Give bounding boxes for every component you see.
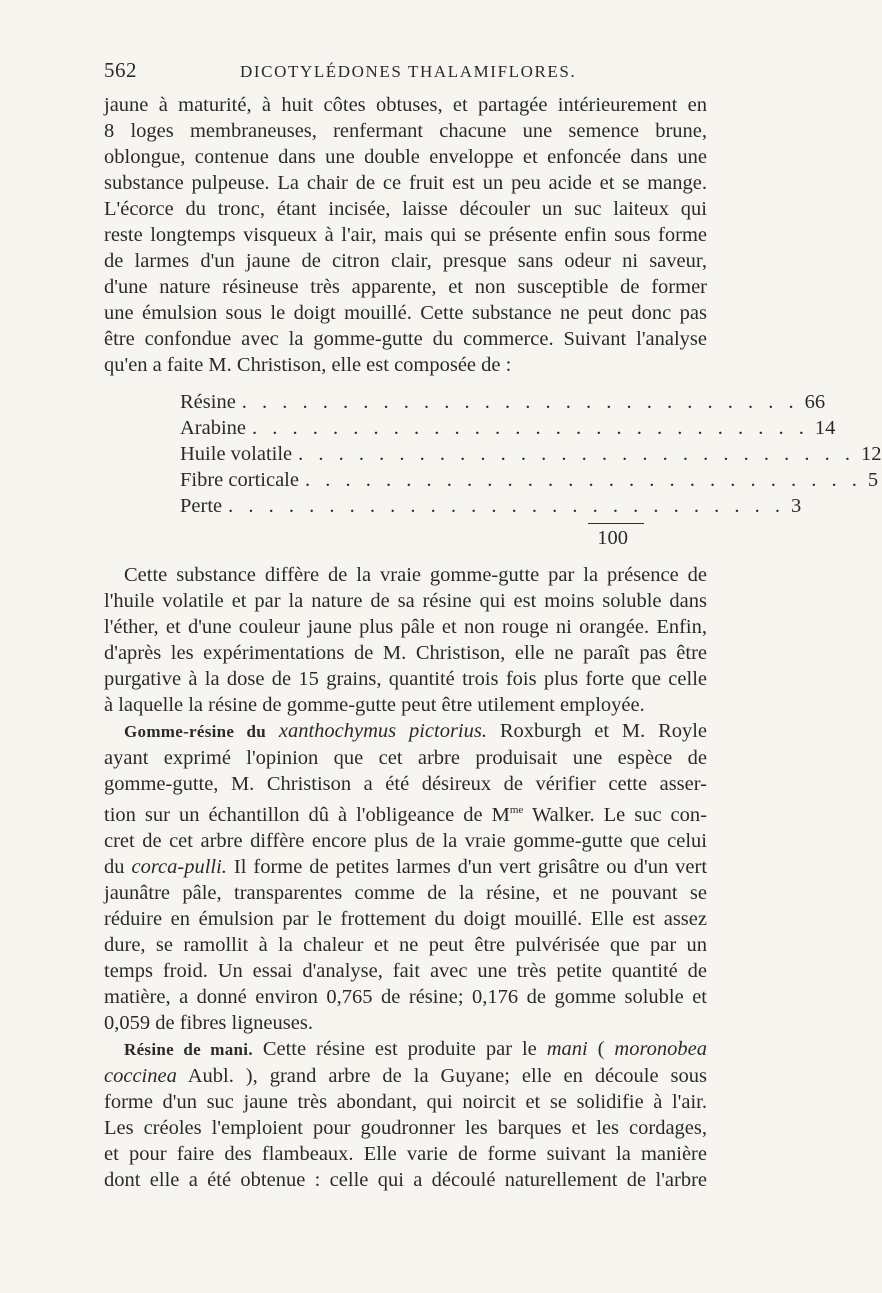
dot-leader: . . . . . . . . . . . . . . . . . . . . . . . . . . . . — [304, 468, 862, 491]
component-value: 66 — [804, 390, 826, 413]
species-name: coccinea — [104, 1065, 177, 1088]
species-name: moronobea — [614, 1038, 708, 1061]
paragraph — [104, 562, 707, 718]
analysis-total: 100 — [597, 527, 628, 550]
dot-leader: . . . . . . . . . . . . . . . . . . . . . . . . . . . . — [228, 494, 785, 517]
text-line: purgative à la dose de 15 grains, quantité trois fois plus forte que celle — [104, 667, 707, 690]
page-number: 562 — [104, 58, 137, 82]
text-line: ayant exprimé l'opinion que cet arbre produisait une espèce de — [104, 746, 707, 769]
text-line: dure, se ramollit à la chaleur et ne peut être pulvérisée que par un — [104, 934, 707, 956]
component-value: 3 — [791, 494, 802, 517]
plant-name: corca-pulli. — [131, 855, 227, 878]
text-line: Les créoles l'emploient pour goudronner les barques et les cordages, — [104, 1117, 707, 1140]
text-fragment: Walker. Le suc con- — [523, 803, 707, 826]
text-line: substance pulpeuse. La chair de ce fruit est un peu acide et se mange. — [104, 172, 707, 195]
text-line: 0,059 de fibres ligneuses. — [104, 1012, 313, 1035]
dot-leader: . . . . . . . . . . . . . . . . . . . . . . . . . . . . — [298, 442, 856, 465]
component-value: 12 — [861, 442, 882, 465]
text-fragment: Il forme de petites larmes d'un vert grisâtre ou d'un vert — [233, 855, 708, 878]
text-line: de larmes d'un jaune de citron clair, presque sans odeur ni saveur, — [104, 250, 707, 273]
paragraph — [104, 92, 707, 379]
text-line — [104, 854, 707, 880]
text-line: être confondue avec la gomme-gutte du commerce. Suivant l'analyse — [104, 328, 707, 351]
analysis-row — [180, 467, 879, 493]
component-name: Perte — [180, 494, 223, 517]
analysis-row — [180, 493, 802, 519]
text-fragment: Roxburgh et M. Royle — [499, 719, 708, 742]
text-line: L'écorce du tronc, étant incisée, laisse découler un suc laiteux qui — [104, 198, 707, 221]
component-name: Fibre corticale — [180, 468, 299, 491]
text-line: gomme-gutte, M. Christison a été désireux de vérifier cette asser- — [104, 772, 707, 795]
text-line — [104, 797, 707, 828]
text-line — [104, 718, 707, 745]
text-line: Cette substance diffère de la vraie gomme-gutte par la présence de — [124, 563, 707, 586]
text-line: forme d'un suc jaune très abondant, qui noircit et se solidifie à l'air. — [104, 1091, 707, 1114]
running-title: DICOTYLÉDONES THALAMIFLORES. — [240, 62, 577, 81]
text-line: l'huile volatile et par la nature de sa résine qui est moins soluble dans — [104, 589, 707, 612]
paragraph — [104, 1036, 707, 1193]
text-line: dont elle a été obtenue : celle qui a découlé naturellement de l'arbre — [104, 1169, 707, 1192]
text-line: jaune à maturité, à huit côtes obtuses, et partagée intérieurement en — [104, 94, 707, 116]
text-line: une émulsion sous le doigt mouillé. Cette substance ne peut donc pas — [104, 302, 707, 325]
analysis-total-row — [180, 524, 632, 554]
text-line: d'une nature résineuse très apparente, et non susceptible de former — [104, 276, 707, 299]
plant-name: mani — [546, 1038, 588, 1061]
analysis-row — [180, 415, 836, 441]
text-fragment: du — [104, 855, 125, 878]
species-name: xanthochymus pictorius. — [278, 719, 487, 742]
rubric-heading: Gomme-résine du — [124, 721, 267, 741]
analysis-row — [180, 441, 882, 467]
text-fragment: Cette résine est produite par le — [262, 1038, 537, 1061]
dot-leader: . . . . . . . . . . . . . . . . . . . . . . . . . . . . — [241, 390, 799, 413]
text-line: jaunâtre pâle, transparentes comme de la résine, et ne pouvant se — [104, 881, 707, 904]
superscript: me — [509, 803, 524, 816]
rubric-heading: Résine de mani. — [124, 1040, 253, 1060]
text-fragment: Aubl. ), grand arbre de la Guyane; elle en découle sous — [187, 1065, 707, 1088]
text-line: reste longtemps visqueux à l'air, mais qui se présente enfin sous forme — [104, 224, 707, 247]
analysis-table — [180, 389, 882, 554]
text-line: 8 loges membraneuses, renfermant chacune une semence brune, — [104, 120, 707, 143]
text-line: l'éther, et d'une couleur jaune plus pâle et non rouge ni orangée. Enfin, — [104, 615, 707, 638]
component-value: 5 — [867, 468, 879, 491]
text-line: oblongue, contenue dans une double enveloppe et enfoncée dans une — [104, 146, 707, 169]
component-name: Huile volatile — [180, 442, 293, 465]
text-line: et pour faire des flambeaux. Elle varie de forme suivant la manière — [104, 1143, 707, 1166]
dot-leader: . . . . . . . . . . . . . . . . . . . . . . . . . . . . — [252, 416, 809, 439]
component-name: Résine — [180, 390, 236, 413]
text-line: temps froid. Un essai d'analyse, fait avec une très petite quantité de — [104, 960, 707, 983]
text-line — [104, 1063, 707, 1089]
body-text — [104, 92, 882, 1193]
text-line: réduire en émulsion par le frottement du doigt mouillé. Elle est assez — [104, 907, 707, 930]
text-line: d'après les expérimentations de M. Christison, elle ne paraît pas être — [104, 641, 707, 664]
text-line: matière, a donné environ 0,765 de résine; 0,176 de gomme soluble et — [104, 986, 707, 1009]
running-head — [104, 58, 707, 92]
text-line: qu'en a faite M. Christison, elle est composée de : — [104, 354, 512, 377]
text-fragment: ( — [597, 1038, 605, 1061]
text-line — [104, 1036, 707, 1063]
analysis-row — [180, 389, 826, 415]
paragraph — [104, 718, 707, 1036]
text-line: cret de cet arbre diffère encore plus de la vraie gomme-gutte que celui — [104, 829, 707, 852]
component-value: 14 — [814, 416, 836, 439]
text-fragment: tion sur un échantillon dû à l'obligeance de M — [104, 803, 510, 826]
component-name: Arabine — [180, 416, 247, 439]
text-line: à laquelle la résine de gomme-gutte peut être utilement employée. — [104, 693, 645, 716]
